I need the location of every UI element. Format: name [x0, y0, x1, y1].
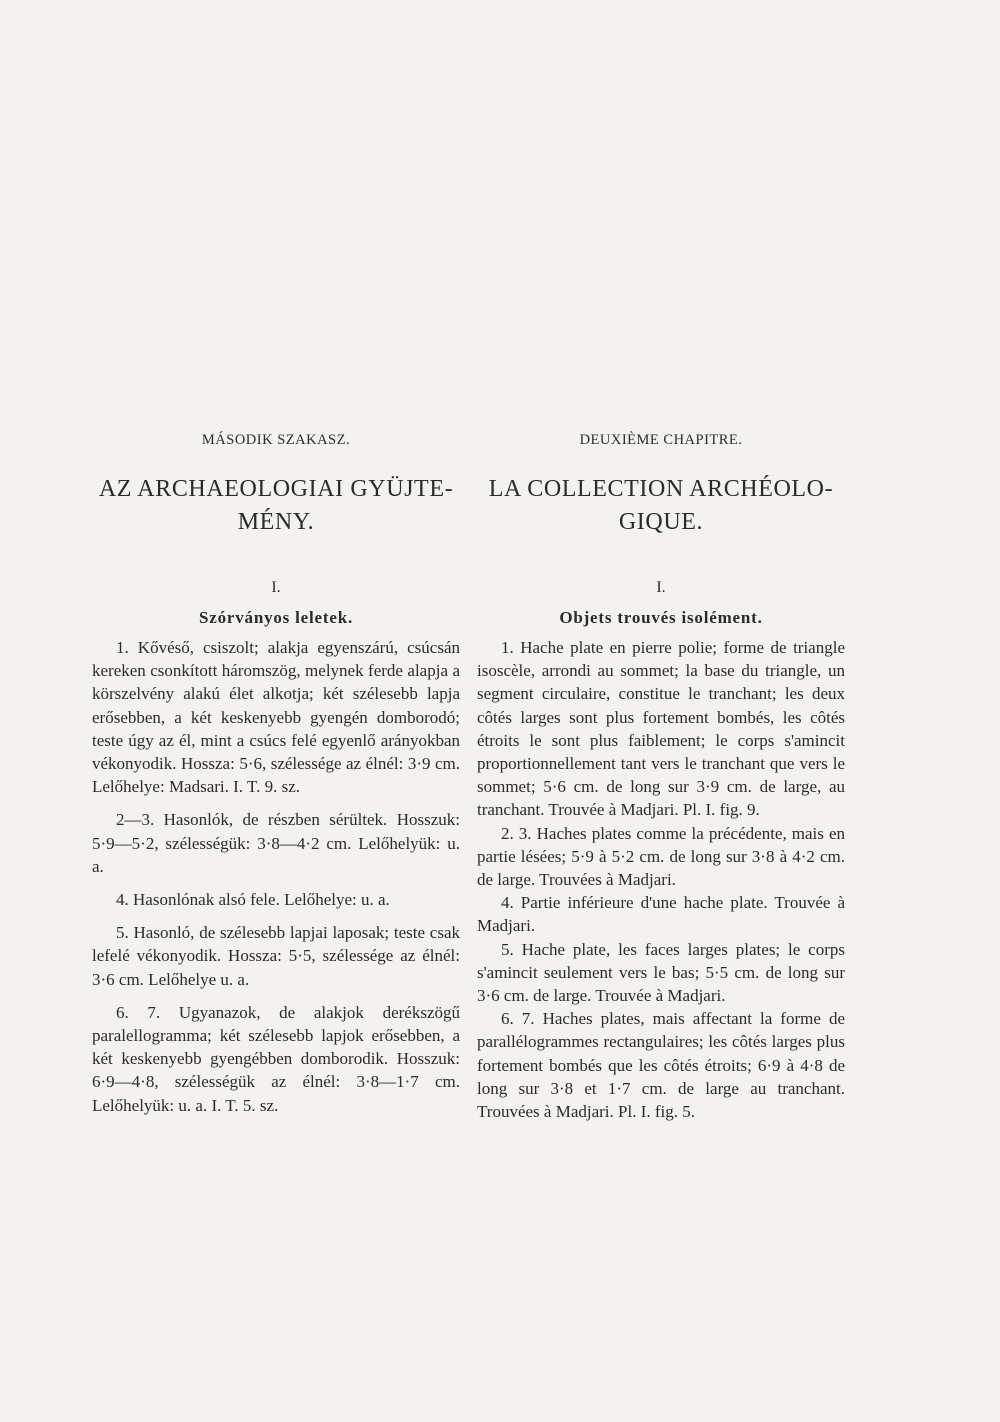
paragraph: 5. Hache plate, les faces larges plates; le corps s'amincit seulement vers le bas; 5·5 cm. de long sur 3·6 cm. de large. Trouvée à Madjari. — [477, 939, 845, 1006]
section-title — [92, 473, 460, 539]
paragraph: 1. Kővéső, csiszolt; alakja egyenszárú, csúcsán kereken csonkított háromszög, melynek ferde alapja a körszelvény alakú élet alkotja; két szélesebb lapja erősebben, a két keskenyebb gyengén domborodó; teste úgy az él, mint a csúcs felé egyenlő arányokban vékonyodik. Hossza: 5·6, szélessége az élnél: 3·9 cm. Lelőhelye: Madsari. I. T. 9. sz. — [92, 638, 460, 797]
section-title — [477, 473, 845, 539]
section-title-line: LA COLLECTION ARCHÉOLO- — [488, 476, 834, 502]
section-title-line: MÉNY. — [237, 509, 315, 535]
subsection-title: Objets trouvés isolément. — [559, 608, 763, 627]
french-column — [477, 432, 845, 1123]
paragraph: 4. Partie inférieure d'une hache plate. Trouvée à Madjari. — [477, 893, 845, 936]
paragraph: 6. 7. Haches plates, mais affectant la forme de parallélogrammes rectangulaires; les côtés larges plus fortement bombés que les côtés étroits; 6·9 à 4·8 de long sur 3·8 et 1·7 cm. de large au tranchant. Trouvées à Madjari. Pl. I. fig. 5. — [477, 1009, 845, 1122]
section-numeral: I. — [656, 579, 666, 596]
paragraph: 6. 7. Ugyanazok, de alakjok derékszögű paralellogramma; két szélesebb lapjok erősebben, a két keskenyebb gyengébben domborodik. Hosszuk: 6·9—4·8, szélességük az élnél: 3·8—1·7 cm. Lelőhelyük: u. a. I. T. 5. sz. — [92, 1002, 460, 1115]
section-title-line: GIQUE. — [618, 509, 704, 535]
chapter-heading: MÁSODIK SZAKASZ. — [201, 432, 351, 448]
section-numeral: I. — [271, 579, 281, 596]
subsection-title: Szórványos leletek. — [198, 608, 353, 627]
chapter-heading: DEUXIÈME CHAPITRE. — [579, 432, 743, 448]
paragraph: 2. 3. Haches plates comme la précédente, mais en partie lésées; 5·9 à 5·2 cm. de long sur 3·8 à 4·2 cm. de large. Trouvées à Madjari. — [477, 823, 845, 890]
paragraph: 5. Hasonló, de szélesebb lapjai laposak; teste csak lefelé vékonyodik. Hossza: 5·5, szélessége az élnél: 3·6 cm. Lelőhelye u. a. — [92, 923, 460, 989]
section-title-line: AZ ARCHAEOLOGIAI GYÜJTE- — [98, 476, 454, 502]
hungarian-column — [92, 432, 460, 1117]
paragraph: 4. Hasonlónak alsó fele. Lelőhelye: u. a. — [116, 890, 390, 910]
paragraph: 1. Hache plate en pierre polie; forme de triangle isoscèle, arrondi au sommet; la base du triangle, un segment circulaire, constitue le tranchant; les deux côtés larges sont plus fortement bombés, les côtés étroits le sont plus faiblement; le corps s'amincit proportionnellement tant vers le tranchant que vers le sommet; 5·6 cm. de long sur 3·9 cm. de large, au tranchant. Trouvée à Madjari. Pl. I. fig. 9. — [477, 638, 845, 820]
paragraph: 2—3. Hasonlók, de részben sérültek. Hosszuk: 5·9—5·2, szélességük: 3·8—4·2 cm. Lelőhelyük: u. a. — [92, 810, 460, 876]
